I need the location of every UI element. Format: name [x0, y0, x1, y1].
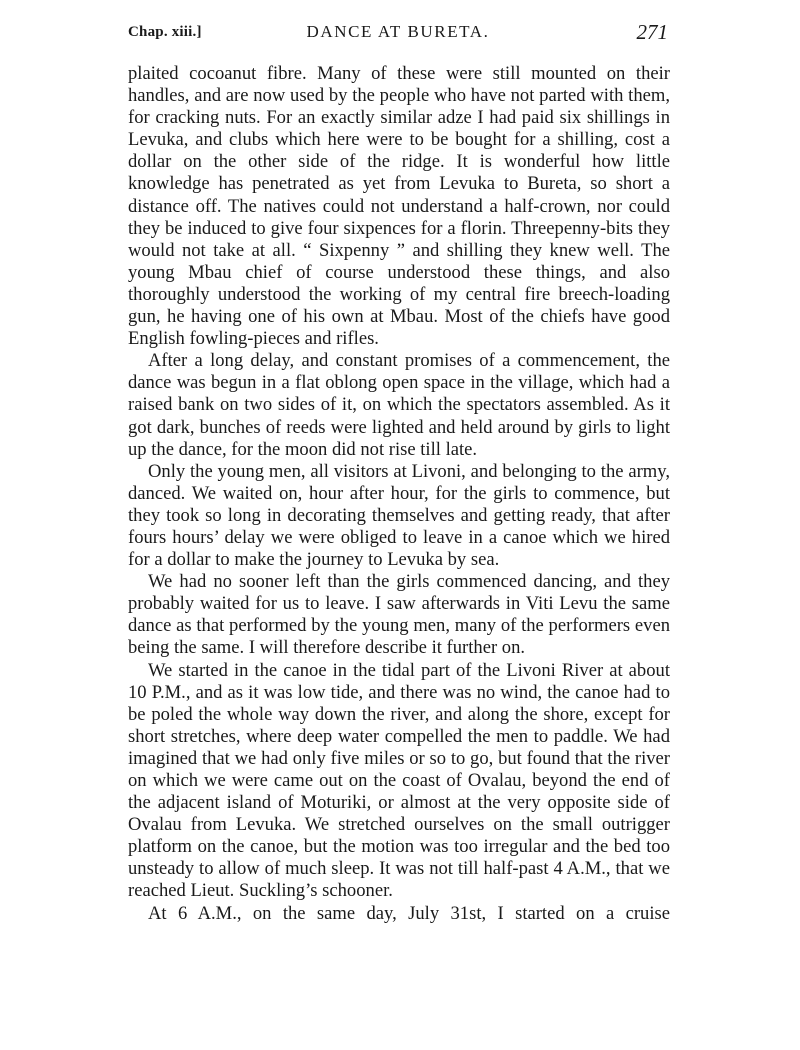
chapter-reference: Chap. xiii.] [128, 24, 202, 40]
running-head [128, 20, 668, 46]
page-number: 271 [636, 20, 668, 44]
paragraph: Only the young men, all visitors at Livoni, and belonging to the army, danced. We waited on, hour after hour, for the girls to commence, but they took so long in decorating themselves and getting ready, that after fours hours’ delay we were obliged to leave in a canoe which we hired for a dollar to make the journey to Levuka by sea. [128, 460, 670, 571]
running-title: DANCE AT BURETA. [306, 22, 490, 41]
body-text [128, 63, 670, 925]
paragraph-continues: At 6 A.M., on the same day, July 31st, I started on a cruise [148, 902, 670, 924]
paragraph-continued: plaited cocoanut fibre. Many of these were still mounted on their handles, and are now used by the people who have not parted with them, for cracking nuts. For an exactly similar adze I had paid six shillings in Levuka, and clubs which here were to be bought for a shilling, cost a dollar on the other side of the ridge. It is wonderful how little knowledge has penetrated as yet from Levuka to Bureta, so short a distance off. The natives could not understand a half-crown, nor could they be induced to give four sixpences for a florin. Threepenny-bits they would not take at all. “ Sixpenny ” and shilling they knew well. The young Mbau chief of course understood these things, and also thoroughly understood the working of my central fire breech-loading gun, he having one of his own at Mbau. Most of the chiefs have good English fowling-pieces and rifles. [128, 63, 670, 350]
paragraph: After a long delay, and constant promises of a commencement, the dance was begun in a flat oblong open space in the village, which had a raised bank on two sides of it, on which the spectators assembled. As it got dark, bunches of reeds were lighted and held around by girls to light up the dance, for the moon did not rise till late. [128, 350, 670, 460]
paragraph: We had no sooner left than the girls commenced dancing, and they probably waited for us to leave. I saw afterwards in Viti Levu the same dance as that performed by the young men, many of the performers even being the same. I will therefore describe it further on. [128, 571, 670, 659]
paragraph: We started in the canoe in the tidal part of the Livoni River at about 10 P.M., and as it was low tide, and there was no wind, the canoe had to be poled the whole way down the river, and along the shore, except for short stretches, where deep water compelled the men to paddle. We had imagined that we had only five miles or so to go, but found that the river on which we were came out on the coast of Ovalau, beyond the end of the adjacent island of Moturiki, or almost at the very opposite side of Ovalau from Levuka. We stretched ourselves on the small outrigger platform on the canoe, but the motion was too irregular and the bed too unsteady to allow of much sleep. It was not till half-past 4 A.M., that we reached Lieut. Suckling’s schooner. [128, 659, 670, 902]
